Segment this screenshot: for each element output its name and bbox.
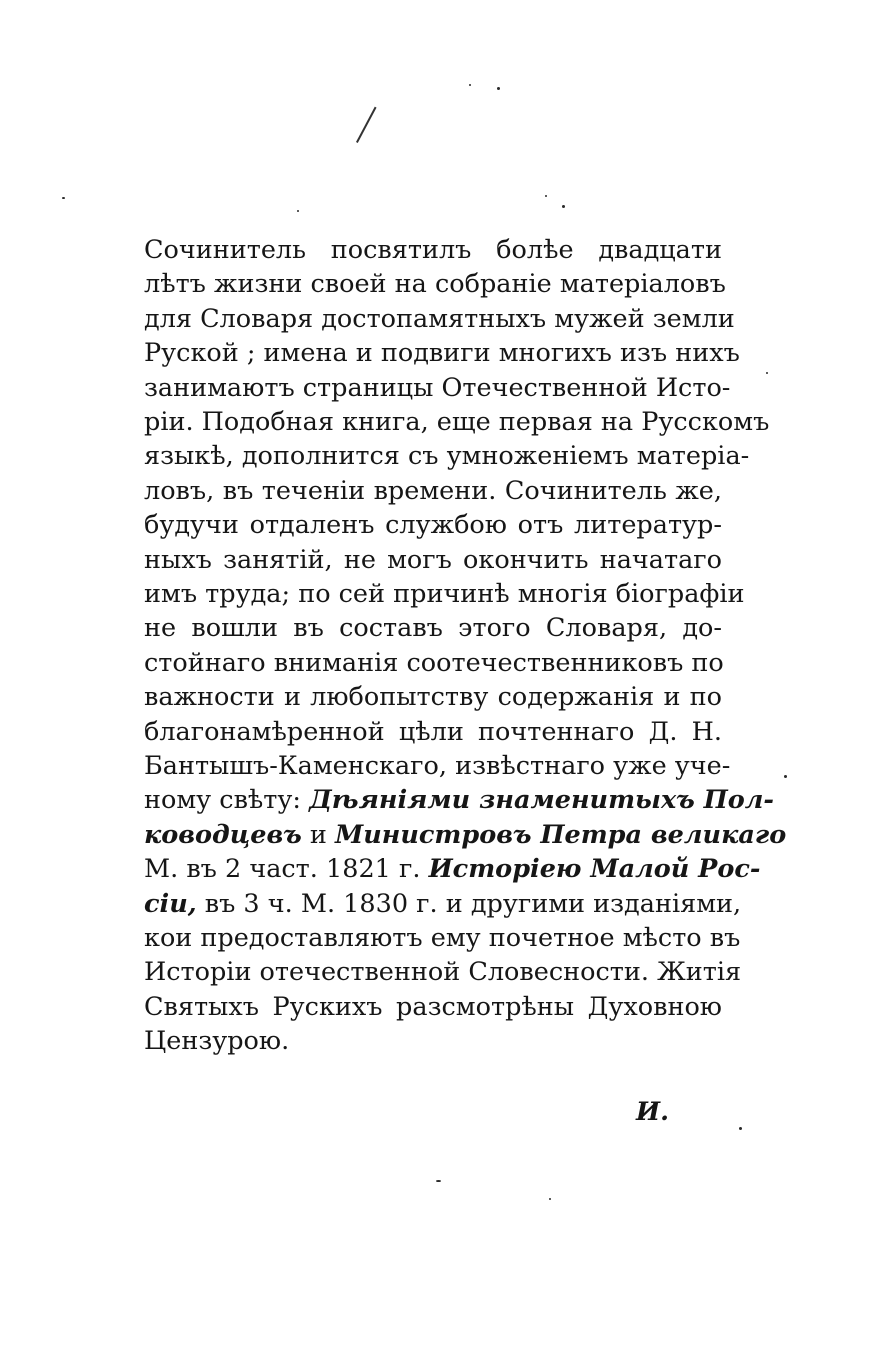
italic-title: Министровъ Петра великаго <box>334 819 787 850</box>
text-line <box>144 508 722 542</box>
text-run: благонамѣренной цѣли почтеннаго Д. Н. <box>144 716 722 747</box>
italic-title: Исторіею Малой Рос- <box>428 854 761 885</box>
text-run: Бантышъ-Каменскаго, извѣстнаго уже уче- <box>144 751 731 781</box>
text-run: занимаютъ страницы Отечественной Исто- <box>144 372 731 403</box>
text-line <box>144 1024 722 1058</box>
text-run: ловъ, въ теченіи времени. Сочинитель же, <box>144 475 722 506</box>
scan-speck <box>739 1127 742 1130</box>
text-run: лѣтъ жизни своей на собраніе матеріаловъ <box>144 269 726 300</box>
scan-speck <box>766 372 768 374</box>
text-run: ріи. Подобная книга, еще первая на Русскомъ <box>144 407 770 437</box>
italic-title: сіи, <box>144 888 197 919</box>
text-line <box>144 405 770 439</box>
italic-title: Дѣяніями знаменитыхъ Пол- <box>309 785 774 816</box>
text-line <box>144 921 741 955</box>
text-line <box>144 474 722 508</box>
text-line <box>144 646 722 680</box>
text-run: и <box>301 819 335 850</box>
text-line <box>144 852 761 886</box>
text-line <box>144 887 742 921</box>
text-run: кои предоставляютъ ему почетное мѣсто въ <box>144 923 741 953</box>
text-line <box>144 611 722 645</box>
text-run: для Словаря достопамятныхъ мужей земли <box>144 303 735 334</box>
scan-speck <box>497 87 500 90</box>
text-line <box>144 783 774 817</box>
text-run: будучи отдаленъ службою отъ литератур- <box>144 510 722 541</box>
scan-speck <box>784 775 787 778</box>
text-line <box>144 233 722 267</box>
text-line <box>144 371 731 405</box>
text-run: ныхъ занятій, не могъ окончить начатаго <box>144 544 722 575</box>
text-run: Цензурою. <box>144 1026 290 1057</box>
text-line <box>144 680 722 714</box>
text-line <box>144 818 787 852</box>
text-run: Руской ; имена и подвиги многихъ изъ нихъ <box>144 338 740 369</box>
scan-speck <box>549 1198 551 1200</box>
text-line <box>144 749 731 783</box>
text-line <box>144 955 742 989</box>
scan-speck <box>62 197 65 199</box>
text-run: Исторіи отечественной Словесности. Житія <box>144 957 742 988</box>
scan-speck <box>562 205 565 208</box>
scan-speck <box>545 195 547 197</box>
text-run: имъ труда; по сей причинѣ многія біографіи <box>144 579 745 609</box>
text-run: важности и любопытству содержанія и по <box>144 682 722 713</box>
scan-speck <box>436 1180 441 1182</box>
text-run: Сочинитель посвятилъ болѣе двадцати <box>144 235 722 265</box>
text-run: Святыхъ Рускихъ разсмотрѣны Духовною <box>144 991 722 1022</box>
text-line <box>144 577 745 611</box>
text-line <box>144 990 722 1024</box>
text-line <box>144 439 750 473</box>
italic-title: ководцевъ <box>144 819 302 850</box>
catchword: И. <box>636 1097 669 1127</box>
text-line <box>144 336 740 370</box>
text-run: М. въ 2 част. 1821 г. <box>144 854 429 885</box>
text-run: стойнаго вниманія соотечественниковъ по <box>144 647 724 678</box>
scan-speck <box>297 210 299 212</box>
scan-speck <box>469 84 471 86</box>
text-line <box>144 302 735 336</box>
text-run: ному свѣту: <box>144 785 310 816</box>
text-line <box>144 715 722 749</box>
text-run: языкѣ, дополнится съ умноженіемъ матеріа- <box>144 441 750 472</box>
text-run: не вошли въ составъ этого Словаря, до- <box>144 613 722 644</box>
text-run: въ 3 ч. М. 1830 г. и другими изданіями, <box>196 888 742 919</box>
text-line <box>144 543 722 577</box>
text-line <box>144 267 726 301</box>
